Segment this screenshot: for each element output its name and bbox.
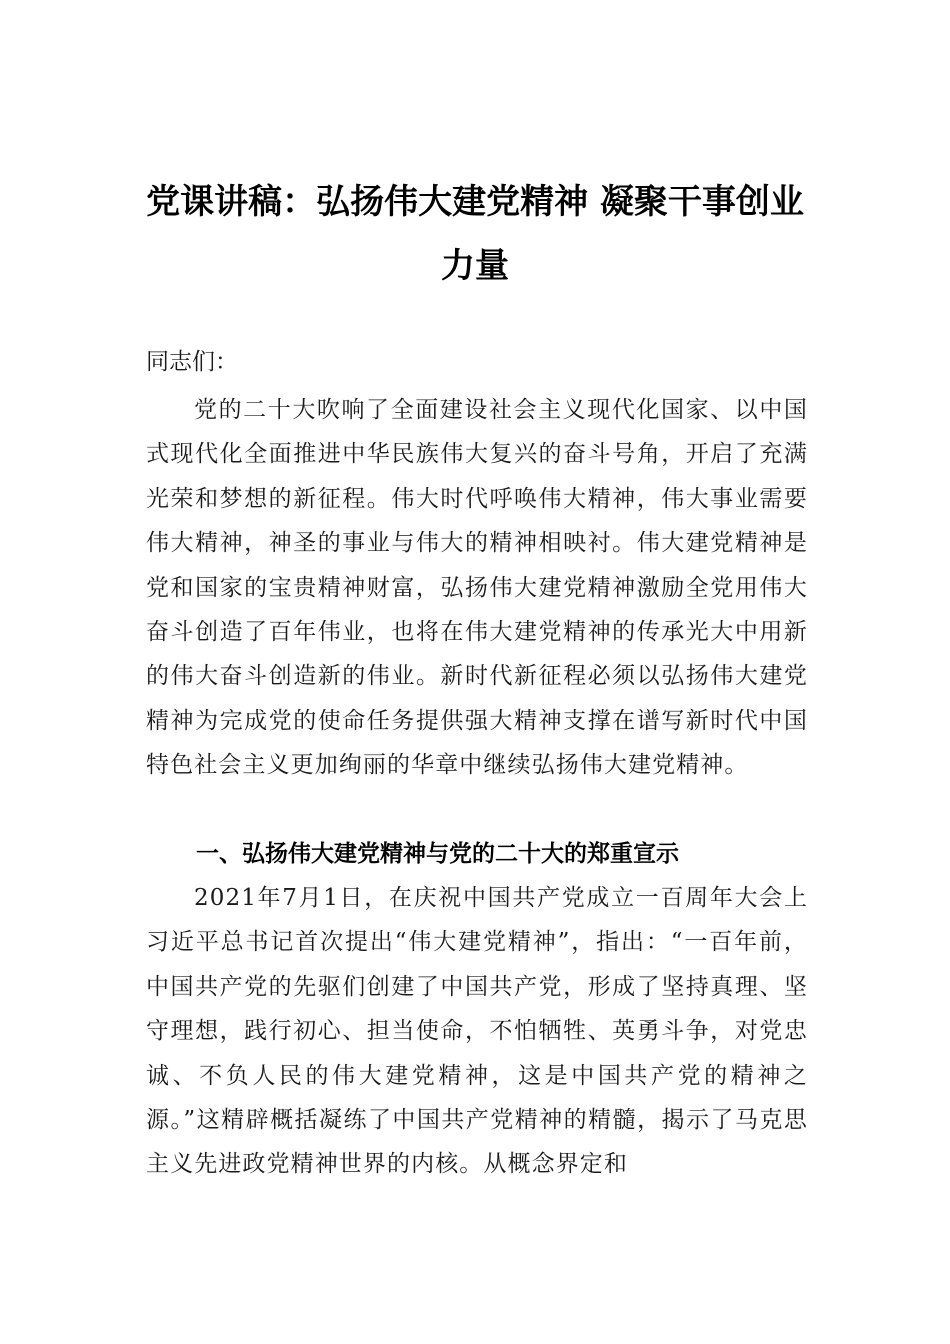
section-paragraph: 2021年7月1日，在庆祝中国共产党成立一百周年大会上习近平总书记首次提出“伟大建党精神”，指出：“一百年前，中国共产党的先驱们创建了中国共产党，形成了坚持真理、坚守理想，践行初心、担当使命，不怕牺牲、英勇斗争，对党忠诚、不负人民的伟大建党精神，这是中国共产党的精神之源。”这精辟概括凝练了中国共产党精神的精髓，揭示了马克思主义先进政党精神世界的内核。从概念界定和 bbox=[146, 885, 808, 1178]
document-title: 党课讲稿：弘扬伟大建党精神 凝聚干事创业力量 bbox=[146, 182, 804, 286]
section-heading: 一、弘扬伟大建党精神与党的二十大的郑重宣示 bbox=[196, 841, 679, 867]
intro-paragraph: 党的二十大吹响了全面建设社会主义现代化国家、以中国式现代化全面推进中华民族伟大复兴的奋斗号角，开启了充满光荣和梦想的新征程。伟大时代呼唤伟大精神，伟大事业需要伟大精神，神圣的事业与伟大的精神相映衬。伟大建党精神是党和国家的宝贵精神财富，弘扬伟大建党精神激励全党用伟大奋斗创造了百年伟业，也将在伟大建党精神的传承光大中用新的伟大奋斗创造新的伟业。新时代新征程必须以弘扬伟大建党精神为完成党的使命任务提供强大精神支撑在谱写新时代中国特色社会主义更加绚丽的华章中继续弘扬伟大建党精神。 bbox=[146, 397, 808, 779]
salutation: 同志们： bbox=[146, 349, 238, 375]
